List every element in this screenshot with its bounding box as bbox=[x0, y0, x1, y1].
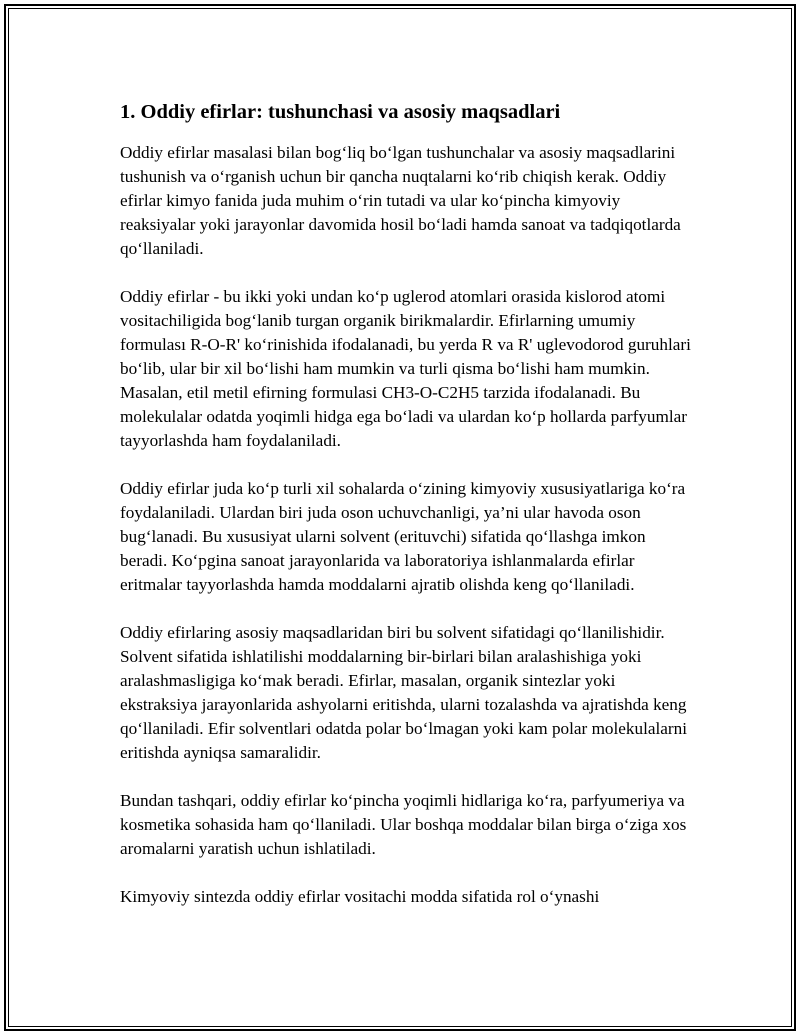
section-heading: 1. Oddiy efirlar: tushunchasi va asosiy maqsadlari bbox=[120, 101, 561, 123]
paragraph: Oddiy efirlar - bu ikki yoki undan ko‘p uglerod atomlari orasida kislorod atomi vositachiligida bog‘lanib turgan organik birikmalardir. Efirlarning umumiy formulası R-O-R' ko‘rinishida ifodalanadi, bu yerda R va R' uglevodorod guruhlari bo‘lib, ular bir xil bo‘lishi ham mumkin va turli qisma bo‘lishi ham mumkin. Masalan, etil metil efirning formulasi CH3-O-C2H5 tarzida ifodalanadi. Bu molekulalar odatda yoqimli hidga ega bo‘ladi va ulardan ko‘p hollarda parfyumlar tayyorlashda ham foydalaniladi. bbox=[120, 287, 691, 450]
paragraph: Bundan tashqari, oddiy efirlar ko‘pincha yoqimli hidlariga ko‘ra, parfyumeriya va kosmetika sohasida ham qo‘llaniladi. Ular boshqa moddalar bilan birga o‘ziga xos aromalarni yaratish uchun ishlatiladi. bbox=[120, 791, 687, 858]
paragraph: Oddiy efirlar juda ko‘p turli xil sohalarda o‘zining kimyoviy xususiyatlariga ko‘ra foydalaniladi. Ulardan biri juda oson uchuvchanligi, ya’ni ular havoda oson bug‘lanadi. Bu xususiyat ularni solvent (erituvchi) sifatida qo‘llashga imkon beradi. Ko‘pgina sanoat jarayonlarida va laboratoriya ishlanmalarda efirlar eritmalar tayyorlashda hamda moddalarni ajratib olishda keng qo‘llaniladi. bbox=[120, 479, 686, 594]
paragraph: Oddiy efirlaring asosiy maqsadlaridan biri bu solvent sifatidagi qo‘llanilishidir. Solvent sifatida ishlatilishi moddalarning bir-birlari bilan aralashishiga yoki aralashmasligiga ko‘mak beradi. Efirlar, masalan, organik sintezlar yoki ekstraksiya jarayonlarida ashyolarni eritishda, ularni tozalashda va ajratishda keng qo‘llaniladi. Efir solventlari odatda polar bo‘lmagan yoki kam polar molekulalarni eritishda ayniqsa samaralidir. bbox=[120, 623, 688, 762]
paragraph: Oddiy efirlar masalasi bilan bog‘liq bo‘lgan tushunchalar va asosiy maqsadlarini tushunish va o‘rganish uchun bir qancha nuqtalarni ko‘rib chiqish kerak. Oddiy efirlar kimyo fanida juda muhim o‘rin tutadi va ular ko‘pincha kimyoviy reaksiyalar yoki jarayonlar davomida hosil bo‘ladi hamda sanoat va tadqiqotlarda qo‘llaniladi. bbox=[120, 143, 681, 258]
document-page bbox=[4, 4, 796, 1031]
paragraph: Kimyoviy sintezda oddiy efirlar vositachi modda sifatida rol o‘ynashi bbox=[120, 887, 600, 906]
document-body bbox=[120, 99, 696, 933]
